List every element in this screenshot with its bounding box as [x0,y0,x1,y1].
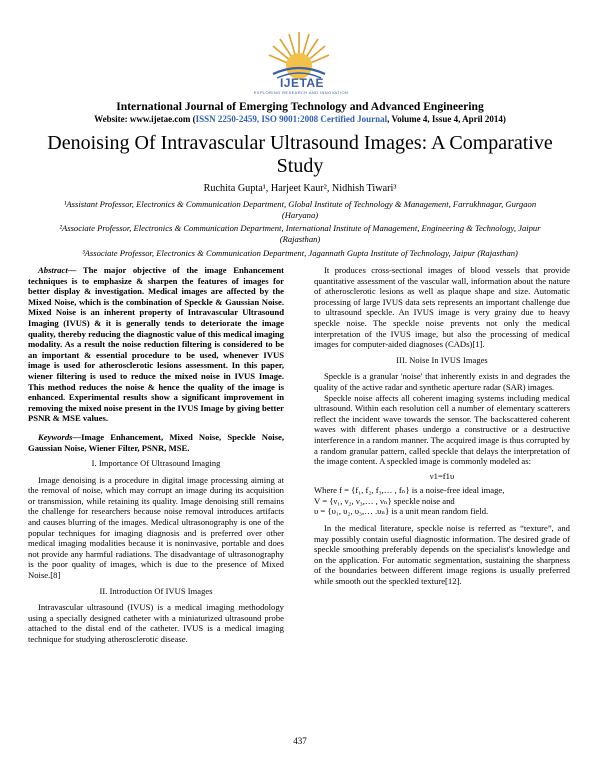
section-1-text: Image denoising is a procedure in digital image processing aiming at the removal of noise, which may corrupt an image during its acquisition or transmission, while retaining its quality. Image denoising still remains the challenge for researchers because noise removal introduces artifacts and causes blurring of the images. Medical ultrasonography is one of the popular techniques for imaging diagnosis and is preferred over other medical imaging modalities because it is noninvasive, portable and does not provide any harmful radiations. The disadvantage of ultrasonography is the poor quality of images, which is due to the presence of Mixed Noise.[8] [28,474,284,581]
affiliation-3: ³Associate Professor, Electronics & Communication Department, Jagannath Gupta Institute of Technology, Jaipur (Rajasthan) [82,248,518,258]
abstract-text: The major objective of the image Enhancement techniques is to emphasize & sharpen the features of images for better display & investigation. Medical images are affected by the Mixed Noise, which is the combination of Speckle & Gaussian Noise. Mixed Noise is an inherent property of Intravascular Ultrasound Imaging (IVUS) & it is generally tends to deteriorate the image quality, thereby reducing the diagnostic value of this medical imaging modality. As a result the noise reduction filtering is considered to be an important & essential procedure to be used, whenever IVUS image is used for atherosclerotic lesions assessment. In this paper, wiener filtering is used to reduce the mixed noise in IVUS Image. This method reduces the noise & hence the quality of the image is enhanced. Experimental results show a significant improvement in removing the mixed noise present in the IVUS Image by giving better PSNR & MSE values. [28,265,284,424]
definition-1: Where f = {f₁, f₂, f₃,… , fₙ} is a noise-free ideal image, [314,485,505,496]
section-1-heading: I. Importance Of Ultrasound Imaging [91,459,221,469]
speckle-equation: ν1=f1υ [429,470,455,481]
affiliation-1: ¹Assistant Professor, Electronics & Communication Department, Global Institute of Technology & Management, Farrukhnagar, Gurgaon (Haryana) [63,199,537,220]
website-issn[interactable]: ISSN 2250-2459, ISO 9001:2008 Certified Journal [195,114,388,124]
definition-3: υ = {υ₁, υ₂, υ₃,… .υₙ} is a unit mean random field. [314,506,489,517]
page-number: 437 [293,736,307,746]
definition-2: V = {ν₁, ν₂, ν₃,… , νₙ} speckle noise and [314,495,455,506]
affiliation-2: ²Associate Professor, Electronics & Communication Department, International Institute of Management, Engineering & Technology, Jaipur (Rajasthan) [59,223,541,244]
website-suffix: , Volume 4, Issue 4, April 2014) [387,114,506,124]
paper-authors: Ruchita Gupta¹, Harjeet Kaur², Nidhish Tiwari³ [203,183,397,194]
paper-title: Denoising Of Intravascular Ultrasound Images: A Comparative Study [47,132,553,177]
logo-text: IJETAE [279,76,325,90]
right-para-3: Speckle noise affects all coherent imaging systems including medical ultrasound. Within each resolution cell a number of elementary scatterers reflect the incident wave towards the sensor. The backscattered coherent waves with different phases undergo a constructive or a destructive interference in a random manner. The acquired image is thus corrupted by a random granular pattern, called speckle that delays the interpretation of the image content. A speckled image is commonly modeled as: [314,392,570,467]
right-para-1: It produces cross-sectional images of blood vessels that provide quantitative assessment of the vascular wall, information about the nature of atherosclerotic lesions as well as plaque shape and size. Automatic processing of large IVUS data sets represents an important challenge due to ultrasound speckle. An IVUS image is very grainy due to heavy speckle noise. The speckle noise prevents not only the medical interpretation of the IVUS image, but also the processing of medical images for computer-aided diagnoses (CADs)[1]. [314,265,570,350]
journal-name: International Journal of Emerging Technology and Advanced Engineering [116,100,484,113]
right-column [314,265,570,587]
abstract-label: Abstract— [38,265,77,275]
section-3-heading: III. Noise In IVUS Images [396,355,488,365]
keywords-label: Keywords [38,431,73,442]
keywords [28,432,284,453]
section-2-heading: II. Introduction Of IVUS Images [99,586,213,596]
logo-tagline: EXPLORING RESEARCH AND INNOVATION [253,90,349,95]
section-2-text: Intravascular ultrasound (IVUS) is a medical imaging methodology using a specially designed catheter with a miniaturized ultrasound probe attached to the distal end of the catheter. IVUS is a medical imaging technique for studying atherosclerotic disease. [28,602,284,644]
journal-website-line [0,114,600,124]
abstract [28,265,284,424]
right-para-2: Speckle is a granular 'noise' that inherently exists in and degrades the quality of the active radar and synthetic aperture radar (SAR) images. [314,371,570,392]
left-column [28,265,284,645]
right-para-4: In the medical literature, speckle noise is referred as “texture”, and may possibly contain useful diagnostic information. The desired grade of speckle smoothing preferably depends on the specialist's knowledge and on the application. For automatic segmentation, sustaining the sharpness of the boundaries between different image regions is usually preferred while smooth out the speckled texture[12]. [314,523,570,587]
website-prefix: Website: www.ijetae.com ( [94,114,196,124]
keywords-text: —Image Enhancement, Mixed Noise, Speckle Noise, Gaussian Noise, Wiener Filter, PSNR, MSE. [28,431,284,453]
